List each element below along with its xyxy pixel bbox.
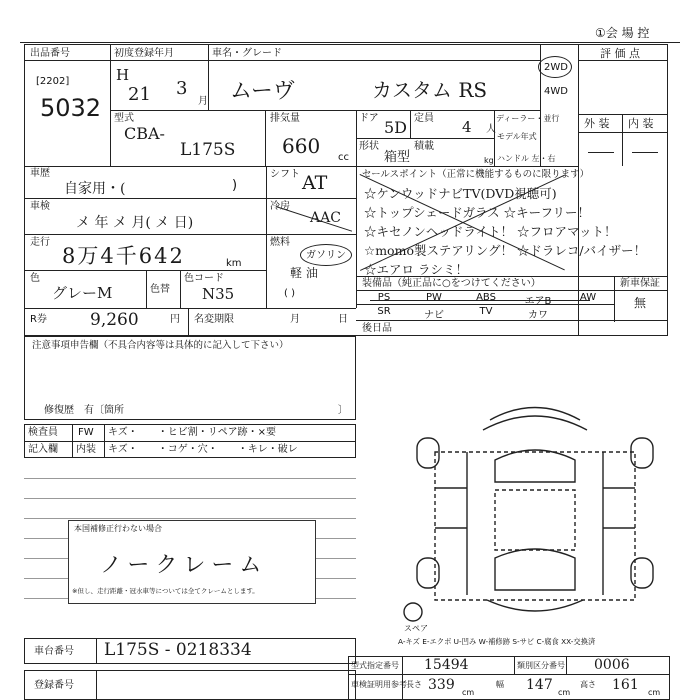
fuel-gasoline: ガソリン xyxy=(306,250,346,261)
stamp-text: ノークレーム xyxy=(100,553,268,578)
class-value: 0006 xyxy=(594,657,630,673)
sales-point-4: ☆momo製ステアリング！ ☆ドラレコ/バイザー！ xyxy=(364,243,647,258)
damage-legend: A-キズ E-エクボ U-凹み W-補修跡 S-サビ C-腐食 XX-交換済 xyxy=(398,637,596,646)
fuel-other: ( ) xyxy=(284,288,295,299)
color-code-label: 色コード xyxy=(184,273,224,284)
body-label: 形状 xyxy=(359,141,379,152)
sales-points-label: セールスポイント（正常に機能するものに限ります） xyxy=(362,169,590,180)
registration-label: 初度登録年月 xyxy=(114,48,174,59)
fuel-diesel: 軽 油 xyxy=(290,266,318,280)
mileage-label: 走行 xyxy=(30,237,50,248)
equip-aw: AW xyxy=(579,292,597,303)
width-label: 幅 xyxy=(496,680,504,689)
equip-airbag: エアB xyxy=(524,296,552,307)
sales-point-2: ☆トップシェードガラス ☆キーフリー！ xyxy=(364,205,590,220)
interior-check-label: 内装 xyxy=(76,444,96,455)
width-unit: cm xyxy=(558,688,571,697)
interior-label: 内 装 xyxy=(628,117,654,130)
fuel-label: 燃料 xyxy=(270,237,290,248)
fw-text: キズ・ ・ヒビ割・リペア跡・×要 xyxy=(108,427,276,438)
lot-code: [2202] xyxy=(36,76,70,87)
registration-year: 21 xyxy=(128,84,151,105)
sales-point-1: ☆ケンウッドナビTV(DVD視聴可) xyxy=(364,186,557,201)
type-spec-label: 型式指定番号 xyxy=(351,661,399,670)
dimension-label: 車検証明用参考 xyxy=(351,680,407,689)
width-value: 147 xyxy=(526,677,553,693)
load-unit: kg xyxy=(484,156,494,165)
stamp-line2: ※但し、走行距離・冠水車等については全てクレームとします。 xyxy=(72,587,259,595)
shift-value: AT xyxy=(302,172,328,194)
exterior-label: 外 装 xyxy=(584,117,610,130)
mileage-value: 8万4千642 xyxy=(62,244,185,268)
load-label: 積載 xyxy=(414,141,434,152)
name-change-day: 日 xyxy=(338,314,348,325)
color-code: N35 xyxy=(202,285,235,303)
r-tax-unit: 円 xyxy=(170,314,180,325)
color-tag-label: 色替 xyxy=(150,284,170,295)
color-value: グレーM xyxy=(52,284,113,302)
car-name-label: 車名・グレード xyxy=(212,48,282,59)
model-prefix: CBA- xyxy=(124,124,165,143)
shift-label: シフト xyxy=(270,169,300,180)
displacement-unit: cc xyxy=(338,152,349,163)
inspection-label: 車検 xyxy=(30,201,50,212)
venue-copy-label: ①会 場 控 xyxy=(595,26,650,40)
drive-2wd: 2WD xyxy=(544,62,568,73)
height-value: 161 xyxy=(612,677,639,693)
drive-4wd: 4WD xyxy=(544,86,568,97)
history-close: ) xyxy=(232,178,238,193)
length-unit: cm xyxy=(462,688,475,697)
color-label: 色 xyxy=(30,273,40,284)
entry-label: 記入欄 xyxy=(28,444,58,455)
history-value: 自家用・( xyxy=(64,181,126,197)
displacement-value: 660 xyxy=(282,134,321,158)
equip-navi: ナビ xyxy=(424,310,444,321)
length-value: 339 xyxy=(428,677,455,693)
handle-label: ハンドル 左・右 xyxy=(497,154,556,163)
sales-point-5: ☆エアロ ラシミ！ xyxy=(364,262,468,277)
equip-abs: ABS xyxy=(476,292,496,303)
lot-number: 5032 xyxy=(40,94,102,122)
warranty-label: 新車保証 xyxy=(620,278,660,289)
interior-check-text: キズ・ ・コゲ・穴・ ・キレ・破レ xyxy=(108,444,298,455)
sales-point-3: ☆キセノンヘッドライト！ ☆フロアマット！ xyxy=(364,224,617,239)
r-tax-label: R券 xyxy=(30,314,47,325)
fuel-gasoline-circle xyxy=(300,244,352,266)
registration-month-unit: 月 xyxy=(198,96,208,107)
door-value: 5D xyxy=(384,118,408,137)
name-change-month: 月 xyxy=(290,314,300,325)
registration-era: H xyxy=(116,66,130,84)
ac-label: 冷房 xyxy=(270,201,290,212)
lot-label: 出品番号 xyxy=(30,48,70,59)
spare-label: スペア xyxy=(404,624,428,633)
repair-history-label: 修復歴 有〔箇所 xyxy=(44,405,124,416)
equip-pw: PW xyxy=(426,292,442,303)
displacement-label: 排気量 xyxy=(270,113,300,124)
capacity-value: 4 xyxy=(462,118,472,136)
stamp-line1: 本国補修正行わない場合 xyxy=(74,524,162,533)
repair-history-close: 〕 xyxy=(338,405,348,416)
equipment-label: 装備品（純正品に○をつけてください） xyxy=(362,278,541,289)
class-label: 類別区分番号 xyxy=(517,661,565,670)
chassis-value: L175S - 0218334 xyxy=(104,640,252,660)
warranty-value: 無 xyxy=(634,296,647,310)
model-label: 型式 xyxy=(114,113,134,124)
model-code: L175S xyxy=(180,140,236,160)
equip-ps: PS xyxy=(377,292,391,303)
door-label: ドア xyxy=(359,113,379,124)
mileage-unit: km xyxy=(226,258,242,269)
car-grade: カスタム RS xyxy=(372,78,488,102)
inspection-value: メ 年 メ 月( メ 日) xyxy=(76,215,194,231)
type-spec-value: 15494 xyxy=(424,657,469,673)
notes-label: 注意事項申告欄（不具合内容等は具体的に記入して下さい） xyxy=(32,340,289,351)
history-label: 車歴 xyxy=(30,168,50,179)
fw-label: FW xyxy=(78,427,94,438)
dealer-label: ディーラー・並行 xyxy=(496,114,560,123)
length-label: 長さ xyxy=(406,680,422,689)
height-label: 高さ xyxy=(580,680,596,689)
car-damage-diagram xyxy=(395,390,675,630)
name-change-label: 名変期限 xyxy=(194,314,234,325)
r-tax-value: 9,260 xyxy=(90,310,139,330)
equip-tv: TV xyxy=(479,306,493,317)
ac-value: AAC xyxy=(310,210,341,226)
chassis-label: 車台番号 xyxy=(34,646,74,657)
equip-sr: SR xyxy=(377,306,391,317)
car-name: ムーヴ xyxy=(230,79,295,104)
grade-label: 評 価 点 xyxy=(600,47,640,60)
inspector-label: 検査員 xyxy=(28,427,58,438)
reg-no-label: 登録番号 xyxy=(34,680,74,691)
model-year-label: モデル年式 xyxy=(497,132,537,141)
registration-month: 3 xyxy=(176,78,188,99)
drive-2wd-circle xyxy=(538,56,572,78)
equip-leather: カワ xyxy=(528,310,548,321)
height-unit: cm xyxy=(648,688,661,697)
capacity-unit: 人 xyxy=(486,124,496,135)
post-docs-label: 後日品 xyxy=(362,323,392,334)
body-value: 箱型 xyxy=(384,150,411,165)
capacity-label: 定員 xyxy=(414,113,434,124)
